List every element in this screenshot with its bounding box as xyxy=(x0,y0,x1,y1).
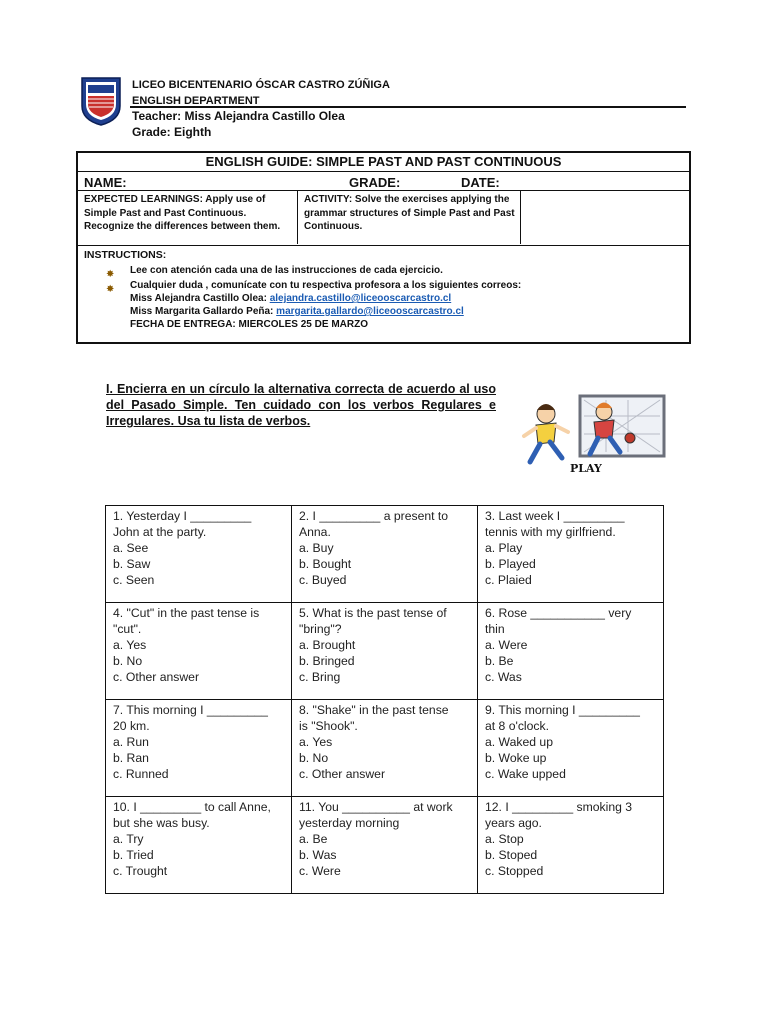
question-text: 20 km. xyxy=(113,719,150,733)
date-label: DATE: xyxy=(461,175,500,190)
answer-option[interactable]: b. No xyxy=(299,751,329,765)
table-row xyxy=(106,603,664,700)
question-text: 11. You __________ at work xyxy=(299,800,453,814)
answer-option[interactable]: b. Be xyxy=(485,654,514,668)
answer-option[interactable]: a. Try xyxy=(113,832,144,846)
question-text: 7. This morning I _________ xyxy=(113,703,268,717)
question-text: 5. What is the past tense of xyxy=(299,606,447,620)
contact-1-name: Miss Alejandra Castillo Olea: xyxy=(130,293,270,304)
answer-option[interactable]: a. Waked up xyxy=(485,735,553,749)
contact-2-name: Miss Margarita Gallardo Peña: xyxy=(130,306,277,317)
question-text: 10. I _________ to call Anne, xyxy=(113,800,271,814)
answer-option[interactable]: a. See xyxy=(113,541,149,555)
answer-option[interactable]: b. Saw xyxy=(113,557,151,571)
instruction-1: Lee con atención cada una de las instrucciones de cada ejercicio. xyxy=(130,265,443,276)
activity-description: ACTIVITY: Solve the exercises applying the grammar structures of Simple Past and Past Continuous. xyxy=(304,194,515,232)
answer-option[interactable]: a. Yes xyxy=(113,638,147,652)
table-row xyxy=(106,700,664,797)
question-cell xyxy=(292,603,478,700)
answer-option[interactable]: b. Stoped xyxy=(485,848,538,862)
answer-option[interactable]: c. Wake upped xyxy=(485,767,566,781)
table-row xyxy=(106,797,664,894)
answer-option[interactable]: c. Plaied xyxy=(485,573,532,587)
answer-option[interactable]: b. Was xyxy=(299,848,337,862)
divider xyxy=(297,190,298,244)
school-crest-logo xyxy=(80,76,122,126)
section-title: I. Encierra en un círculo la alternativa correcta de acuerdo al uso del Pasado Simple. Ten cuidado con los verbos Regulares e Irregulares. Usa tu lista de verbos. xyxy=(106,382,496,428)
contact-2-email-link[interactable]: margarita.gallardo@liceooscarcastro.cl xyxy=(276,306,464,317)
divider xyxy=(77,245,690,246)
question-cell xyxy=(106,506,292,603)
answer-option[interactable]: a. Be xyxy=(299,832,328,846)
question-cell xyxy=(478,700,664,797)
question-text: 6. Rose ___________ very xyxy=(485,606,632,620)
question-cell xyxy=(478,603,664,700)
divider xyxy=(77,171,690,172)
question-text: but she was busy. xyxy=(113,816,210,830)
answer-option[interactable]: a. Run xyxy=(113,735,149,749)
question-text: yesterday morning xyxy=(299,816,400,830)
divider xyxy=(520,190,521,244)
department-name: ENGLISH DEPARTMENT xyxy=(132,95,260,107)
instructions-title: INSTRUCTIONS: xyxy=(84,249,167,261)
question-text: 4. "Cut" in the past tense is xyxy=(113,606,260,620)
instruction-bullet-icon: ✸ xyxy=(106,284,115,295)
answer-option[interactable]: c. Stopped xyxy=(485,864,544,878)
question-text: 9. This morning I _________ xyxy=(485,703,640,717)
answer-option[interactable]: a. Brought xyxy=(299,638,356,652)
question-text: years ago. xyxy=(485,816,542,830)
answer-option[interactable]: b. No xyxy=(113,654,143,668)
question-text: at 8 o'clock. xyxy=(485,719,549,733)
guide-title: ENGLISH GUIDE: SIMPLE PAST AND PAST CONTINUOUS xyxy=(205,154,562,169)
answer-option[interactable]: b. Ran xyxy=(113,751,149,765)
answer-option[interactable]: b. Woke up xyxy=(485,751,547,765)
question-cell xyxy=(478,797,664,894)
questions-table xyxy=(105,505,664,894)
answer-option[interactable]: c. Trought xyxy=(113,864,168,878)
play-label: PLAY xyxy=(570,462,602,475)
answer-option[interactable]: b. Played xyxy=(485,557,536,571)
question-text: 2. I _________ a present to xyxy=(299,509,449,523)
table-row xyxy=(106,506,664,603)
question-cell xyxy=(106,797,292,894)
answer-option[interactable]: c. Other answer xyxy=(113,670,200,684)
answer-option[interactable]: c. Bring xyxy=(299,670,341,684)
answer-option[interactable]: a. Yes xyxy=(299,735,333,749)
answer-option[interactable]: a. Buy xyxy=(299,541,334,555)
question-text: 8. "Shake" in the past tense xyxy=(299,703,449,717)
question-text: John at the party. xyxy=(113,525,207,539)
question-cell xyxy=(106,700,292,797)
question-cell xyxy=(292,506,478,603)
question-cell xyxy=(292,797,478,894)
question-text: "bring"? xyxy=(299,622,342,636)
contact-1-email-link[interactable]: alejandra.castillo@liceooscarcastro.cl xyxy=(269,293,452,304)
answer-option[interactable]: b. Tried xyxy=(113,848,154,862)
question-text: tennis with my girlfriend. xyxy=(485,525,616,539)
answer-option[interactable]: c. Was xyxy=(485,670,522,684)
question-text: is "Shook". xyxy=(299,719,358,733)
grade-label: GRADE: xyxy=(349,175,401,190)
question-text: 3. Last week I _________ xyxy=(485,509,625,523)
answer-option[interactable]: c. Were xyxy=(299,864,341,878)
answer-option[interactable]: c. Buyed xyxy=(299,573,347,587)
due-date: FECHA DE ENTREGA: MIERCOLES 25 DE MARZO xyxy=(130,319,368,330)
expected-learnings: EXPECTED LEARNINGS: Apply use of Simple Past and Past Continuous. Recognize the differences between them. xyxy=(84,194,281,232)
question-text: 12. I _________ smoking 3 xyxy=(485,800,633,814)
divider xyxy=(77,190,690,191)
question-cell xyxy=(292,700,478,797)
school-name: LICEO BICENTENARIO ÓSCAR CASTRO ZÚÑIGA xyxy=(132,79,390,91)
question-text: "cut". xyxy=(113,622,142,636)
question-text: Anna. xyxy=(299,525,331,539)
question-cell xyxy=(106,603,292,700)
teacher-line: Teacher: Miss Alejandra Castillo Olea xyxy=(132,109,345,123)
question-text: 1. Yesterday I _________ xyxy=(113,509,252,523)
contact-2 xyxy=(130,306,464,317)
grade-line: Grade: Eighth xyxy=(132,125,212,139)
header-divider xyxy=(130,106,686,108)
name-label: NAME: xyxy=(84,175,127,190)
answer-option[interactable]: a. Stop xyxy=(485,832,524,846)
answer-option[interactable]: a. Play xyxy=(485,541,523,555)
answer-option[interactable]: a. Were xyxy=(485,638,528,652)
contact-1 xyxy=(130,293,451,304)
answer-option[interactable]: c. Runned xyxy=(113,767,169,781)
question-text: thin xyxy=(485,622,505,636)
answer-option[interactable]: c. Other answer xyxy=(299,767,386,781)
instruction-bullet-icon: ✸ xyxy=(106,269,115,280)
answer-option[interactable]: b. Bought xyxy=(299,557,352,571)
answer-option[interactable]: c. Seen xyxy=(113,573,155,587)
question-cell xyxy=(478,506,664,603)
instruction-2: Cualquier duda , comunícate con tu respectiva profesora a los siguientes correos: xyxy=(130,280,522,291)
answer-option[interactable]: b. Bringed xyxy=(299,654,355,668)
